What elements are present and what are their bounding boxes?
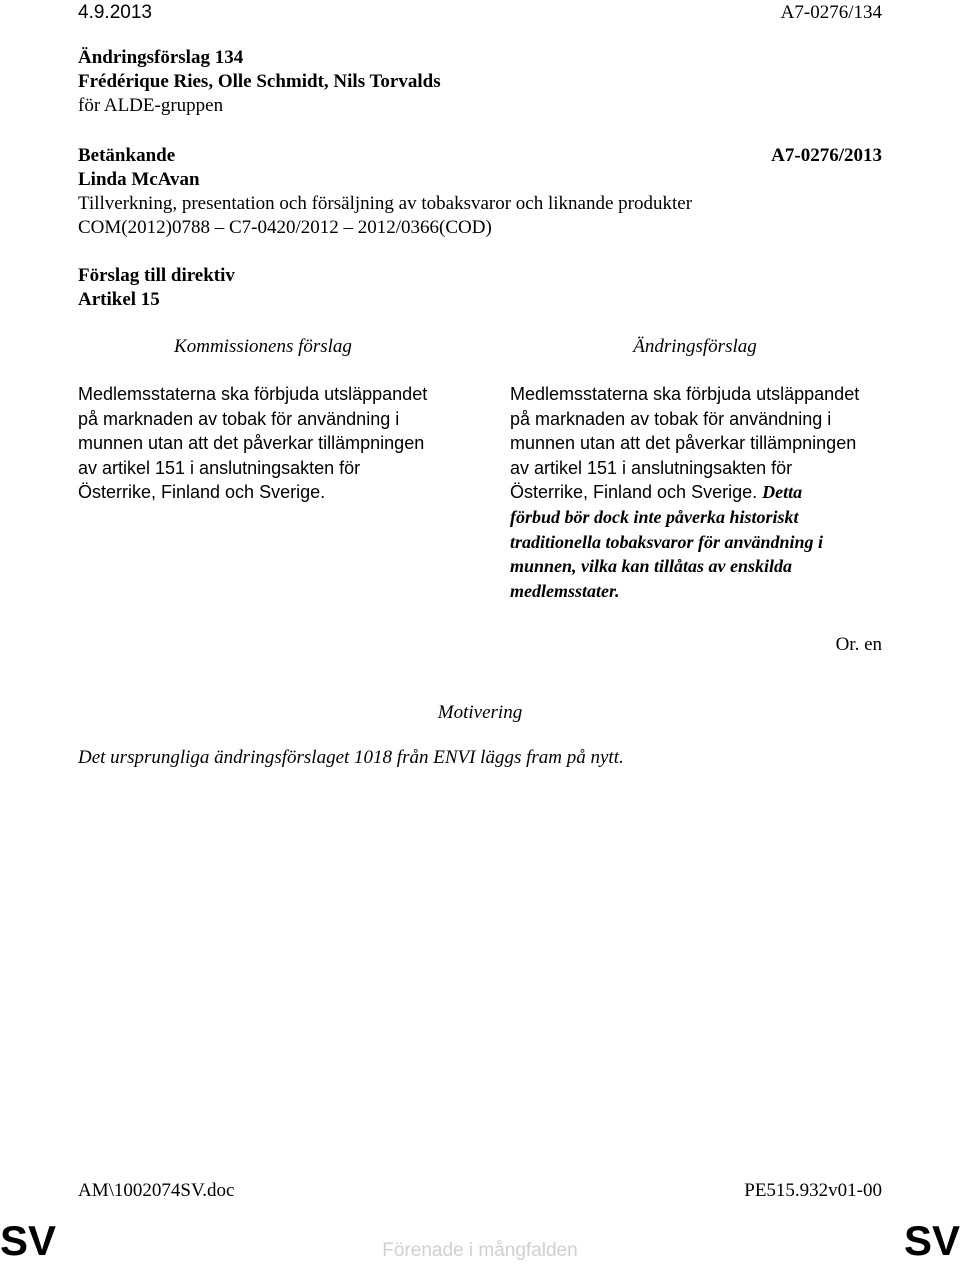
text-line: Medlemsstaterna ska förbjuda utsläppandet bbox=[78, 384, 428, 404]
amendment-group: för ALDE-gruppen bbox=[78, 95, 224, 116]
text-added: Detta bbox=[762, 482, 803, 503]
report-label: Betänkande bbox=[78, 145, 176, 166]
text-line: Österrike, Finland och Sverige. bbox=[78, 482, 326, 503]
justification-text: Det ursprungliga ändringsförslaget 1018 från ENVI läggs fram på nytt. bbox=[78, 747, 624, 768]
report-number: A7-0276/2013 bbox=[771, 145, 882, 166]
text-added-line: munnen, vilka kan tillåtas av enskilda bbox=[510, 556, 793, 577]
proposal-article: Artikel 15 bbox=[78, 289, 160, 310]
left-column-text bbox=[78, 382, 427, 505]
text-line: av artikel 151 i anslutningsakten för bbox=[510, 457, 793, 478]
report-subject: Tillverkning, presentation och försäljning av tobaksvaror och liknande produkter bbox=[78, 193, 693, 214]
footer-pe-ref: PE515.932v01-00 bbox=[744, 1180, 882, 1201]
text-line bbox=[510, 480, 859, 505]
text-added-line: medlemsstater. bbox=[510, 580, 620, 601]
right-column-heading: Ändringsförslag bbox=[633, 336, 757, 357]
footer-lang-right: SV bbox=[903, 1217, 960, 1264]
left-column-heading: Kommissionens förslag bbox=[174, 336, 352, 357]
amendment-authors: Frédérique Ries, Olle Schmidt, Nils Torvalds bbox=[78, 71, 441, 92]
text-line: munnen utan att det påverkar tillämpningen bbox=[78, 433, 425, 454]
text-added-line: traditionella tobaksvaror för användning i bbox=[510, 531, 824, 552]
justification-heading: Motivering bbox=[437, 702, 523, 723]
footer-motto: Förenade i mångfalden bbox=[382, 1240, 578, 1261]
text-line: av artikel 151 i anslutningsakten för bbox=[78, 457, 361, 478]
header-ref: A7-0276/134 bbox=[780, 2, 882, 23]
text-line: på marknaden av tobak för användning i bbox=[510, 408, 832, 429]
text-plain: Österrike, Finland och Sverige. bbox=[510, 482, 758, 503]
footer-doc-ref: AM\1002074SV.doc bbox=[78, 1180, 235, 1201]
report-rapporteur: Linda McAvan bbox=[78, 169, 200, 190]
text-line: på marknaden av tobak för användning i bbox=[78, 408, 400, 429]
right-column-text bbox=[510, 382, 859, 603]
text-added-line: förbud bör dock inte påverka historiskt bbox=[510, 506, 799, 527]
header-date: 4.9.2013 bbox=[78, 2, 152, 23]
text-line: Medlemsstaterna ska förbjuda utsläppandet bbox=[510, 384, 860, 404]
footer-lang-left: SV bbox=[0, 1217, 57, 1264]
text-line: munnen utan att det påverkar tillämpningen bbox=[510, 433, 857, 454]
original-language: Or. en bbox=[835, 634, 882, 655]
amendment-title: Ändringsförslag 134 bbox=[78, 47, 244, 68]
proposal-type: Förslag till direktiv bbox=[78, 265, 235, 286]
report-procedure: COM(2012)0788 – C7-0420/2012 – 2012/0366(COD) bbox=[78, 217, 492, 238]
